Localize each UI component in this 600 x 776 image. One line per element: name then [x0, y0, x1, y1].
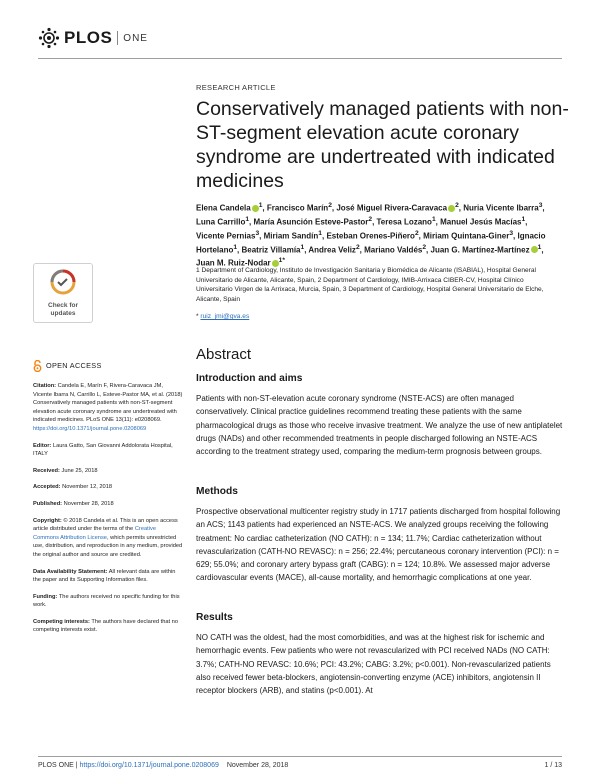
- author-name[interactable]: Juan M. Ruiz-Nodar: [196, 259, 271, 269]
- competing-interests-block: [33, 618, 183, 635]
- accepted-date: November 12, 2018: [62, 484, 113, 491]
- author-affiliation-mark: 2: [368, 215, 373, 223]
- author-affiliation-mark: 3: [255, 229, 260, 237]
- correspondence-email-link[interactable]: ruiz_jmi@gva.es: [200, 313, 250, 320]
- author-name[interactable]: Francisco Marín: [266, 203, 329, 213]
- citation-doi-link[interactable]: https://doi.org/10.1371/journal.pone.0208069: [33, 425, 147, 432]
- methods-heading: Methods: [196, 486, 238, 497]
- header-divider: [38, 58, 562, 59]
- author-affiliation-mark: 1: [521, 215, 526, 223]
- accepted-label: Accepted:: [33, 484, 61, 491]
- competing-interests-text: The authors have declared that no competing interests exist.: [33, 618, 179, 634]
- author-name[interactable]: Miriam Sandín: [263, 231, 319, 241]
- received-label: Received:: [33, 467, 60, 474]
- methods-paragraph: Prospective observational multicenter registry study in 1717 patients discharged from hospital following an ACS; 1143 patients had experienced an NSTE-ACS. We analyzed groups receiving the following treatment: No cardiac catheterization (NO CATH): n = 134; 11.7%; Cardiac catheterization without revascularization (CATH-NO REVASC): n = 256; 22.4%; percutaneous coronary intervention (PCI): n = 629; 55.0%; and coronary artery bypass graft (CABG): n = 124; 10.8%. We assessed major adverse cardiovascular events (MACE), all-cause mortality, and hemorrhagic complications at one year.: [196, 507, 561, 583]
- data-availability-label: Data Availability Statement:: [33, 568, 108, 575]
- article-type: RESEARCH ARTICLE: [196, 83, 276, 92]
- copyright-text: © 2018 Candela et al. This is an open access article distributed under the terms of the: [33, 517, 178, 533]
- results-heading: Results: [196, 612, 233, 623]
- author-affiliation-mark: 2: [328, 202, 332, 209]
- author-name[interactable]: Manuel Jesús Macías: [440, 217, 522, 227]
- published-block: [33, 500, 183, 509]
- author-name[interactable]: Miriam Quintana-Giner: [423, 231, 510, 241]
- published-label: Published:: [33, 500, 63, 507]
- correspondence: [196, 313, 249, 320]
- article-title: Conservatively managed patients with non-ST-segment elevation acute coronary syndrome are undertreated with indicated medicines: [196, 98, 569, 192]
- intro-paragraph: Patients with non-ST-elevation acute coronary syndrome (NSTE-ACS) are often managed conservatively. Clinical practice guidelines recommend treating these patients with the same pharmacological drugs as those who receive invasive treatment. We analyze the use of new antiplatelet drugs (NADs) and other recommended treatments in people discharged following an NSTE-ACS according to the treatment strategy used, comparing the medium-term prognosis between groups.: [196, 394, 563, 457]
- logo-text: PLOS: [64, 28, 113, 47]
- check-for-updates-icon: [50, 269, 76, 295]
- author-name[interactable]: Andrea Veliz: [308, 245, 356, 255]
- page-number: 1 / 13: [544, 762, 562, 769]
- author-name[interactable]: Beatriz Villamía: [241, 245, 301, 255]
- plos-logo-icon: [38, 27, 60, 49]
- journal-logo[interactable]: [38, 27, 148, 49]
- author-affiliation-mark: 1*: [278, 257, 285, 265]
- author-name[interactable]: Ignacio Hortelano: [196, 231, 546, 255]
- check-for-updates-badge[interactable]: [33, 263, 93, 323]
- author-name[interactable]: Vicente Pernias: [196, 231, 256, 241]
- footer-date: November 28, 2018: [226, 762, 289, 769]
- affiliations: 1 Department of Cardiology, Instituto de Investigación Sanitaria y Biomédica de Alicante (ISABIAL), Hospital General Universitario de Alicante, Alicante, Spain, 2 Department of Cardiology, IMIB-Arrixaca CIBER-CV, Hospital Clínico Universitario Virgen de la Arrixaca, Murcia, Spain, 3 Department of Cardiology, Hospital General Universitario de Elche, Alicante, Spain: [196, 267, 544, 303]
- copyright-block: [33, 517, 183, 560]
- open-access-label: OPEN ACCESS: [46, 360, 102, 370]
- data-availability-text: All relevant data are within the paper and its Supporting Information files.: [33, 568, 176, 584]
- author-affiliation-mark: 1: [258, 202, 263, 209]
- article-sidebar: [33, 360, 183, 643]
- accepted-block: [33, 483, 183, 492]
- data-availability-block: [33, 568, 183, 585]
- abstract-heading: Abstract: [196, 346, 252, 363]
- intro-heading: Introduction and aims: [196, 373, 303, 384]
- orcid-icon[interactable]: [252, 205, 259, 212]
- author-name[interactable]: José Miguel Rivera-Caravaca: [336, 203, 448, 213]
- editor-text: Laura Gatto, San Giovanni Addolorata Hospital, ITALY: [33, 442, 173, 458]
- license-link[interactable]: Creative Commons Attribution License: [33, 526, 156, 541]
- author-affiliation-mark: 2: [355, 243, 360, 251]
- author-name[interactable]: Juan G. Martínez-Martínez: [430, 245, 530, 255]
- author-affiliation-mark: 1: [318, 229, 322, 237]
- footer-divider: [38, 756, 562, 757]
- funding-text: The authors received no specific funding for this work.: [33, 593, 180, 609]
- author-list: Elena Candela $^1$, Francisco Marín$^2$, José Miguel Rivera-Caravaca $^2$, Nuria Vicente Ibarra$^3$, Luna Carrillo$^1$, María Asunción Esteve-Pastor$^2$, Teresa Lozano$^1$, Manuel Jesús Macías$^1$, Vicente Pernias$^3$, Miriam Sandín$^1$, Esteban Orenes-Piñero$^2$, Miriam Quintana-Giner$^3$, Ignacio Hortelano$^1$, Beatriz Villamía$^1$, Andrea Veliz$^2$, Mariano Valdés$^2$, Juan G. Martínez-Martínez $^1$, Juan M. Ruiz-Nodar $^{1*}$: [196, 202, 546, 269]
- footer-journal: PLOS ONE: [38, 762, 74, 769]
- open-access-badge: [33, 360, 183, 372]
- author-affiliation-mark: 1: [233, 243, 238, 251]
- received-block: [33, 467, 183, 476]
- author-name[interactable]: Teresa Lozano: [376, 217, 432, 227]
- copyright-label: Copyright:: [33, 517, 62, 524]
- author-affiliation-mark: 1: [300, 243, 305, 251]
- author-name[interactable]: Esteban Orenes-Piñero: [326, 231, 415, 241]
- competing-interests-label: Competing interests:: [33, 618, 90, 625]
- editor-block: [33, 442, 183, 459]
- author-name[interactable]: María Asunción Esteve-Pastor: [253, 217, 369, 227]
- badge-line-1: Check for: [48, 302, 78, 309]
- author-affiliation-mark: 3: [509, 229, 514, 237]
- received-date: June 25, 2018: [61, 467, 98, 474]
- funding-label: Funding:: [33, 593, 58, 600]
- citation-text: Candela E, Marín F, Rivera-Caravaca JM, Vicente Ibarra N, Carrillo L, Esteve-Pastor MA, et al. (2018) Conservatively managed patients with non-ST-segment elevation acute coronary syndrome are undertreated with indicated medicines. PLoS ONE 13(11): e0208069.: [33, 383, 183, 424]
- orcid-icon[interactable]: [531, 246, 538, 253]
- footer-separator: |: [75, 762, 78, 769]
- logo-subtitle: ONE: [123, 32, 148, 44]
- author-affiliation-mark: 3: [538, 202, 543, 209]
- author-name[interactable]: Nuria Vicente Ibarra: [463, 203, 539, 213]
- open-lock-icon: [33, 360, 42, 372]
- author-name[interactable]: Luna Carrillo: [196, 217, 246, 227]
- author-affiliation-mark: 2: [414, 229, 419, 237]
- page-footer: [38, 762, 562, 769]
- published-date: November 28, 2018: [63, 500, 114, 507]
- author-name[interactable]: Elena Candela: [196, 203, 251, 213]
- copyright-text-end: , which permits unrestricted use, distribution, and reproduction in any medium, provided the original author and source are credited.: [33, 534, 183, 558]
- author-affiliation-mark: 2: [455, 202, 459, 209]
- editor-label: Editor:: [33, 442, 52, 449]
- correspondence-mark: *: [196, 313, 199, 320]
- results-paragraph: NO CATH was the oldest, had the most comorbidities, and was at the highest risk for ischemic and hemorrhagic events. Few patients who were not revascularized with PCI received NADs (NO CATH: 3.7%; CATH-NO REVASC: 10.6%; PCI: 43.2%; CABG: 3.2%; p<0.001). Non-revascularized patients also received fewer beta-blockers, angiotensin-converting enzyme (ACE) inhibitors, angiotensin II receptor blockers (ARB), and statins (p<0.001). At: [196, 633, 551, 696]
- author-name[interactable]: Mariano Valdés: [364, 245, 423, 255]
- badge-line-2: updates: [50, 309, 76, 317]
- author-affiliation-mark: 1: [537, 243, 542, 251]
- footer-doi-link[interactable]: https://doi.org/10.1371/journal.pone.0208069: [79, 762, 219, 769]
- author-affiliation-mark: 1: [245, 215, 250, 223]
- author-affiliation-mark: 2: [422, 243, 427, 251]
- author-affiliation-mark: 1: [431, 215, 436, 223]
- funding-block: [33, 593, 183, 610]
- citation-label: Citation:: [33, 383, 57, 389]
- logo-divider: [117, 31, 118, 45]
- citation-block: [33, 382, 183, 434]
